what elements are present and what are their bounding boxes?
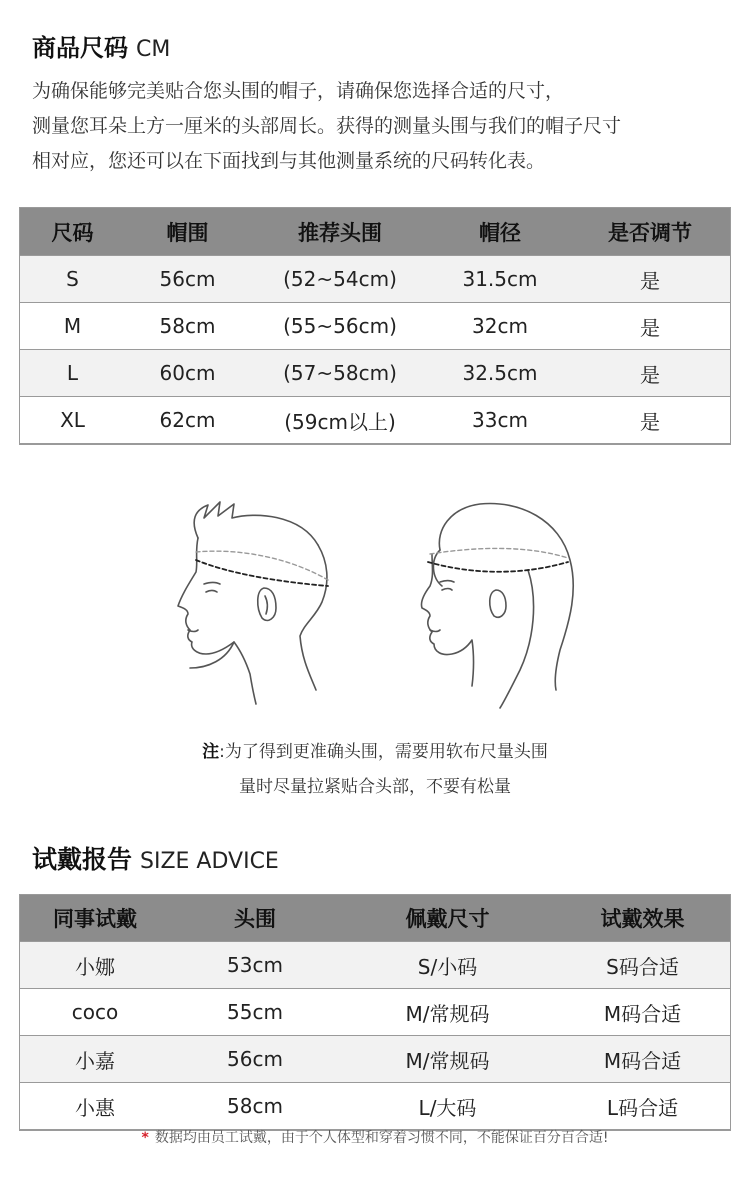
cell-hat-circumference: 62cm (125, 397, 250, 444)
header-worn-size: 佩戴尺寸 (340, 895, 555, 942)
cell-head-circumference: 55cm (170, 989, 340, 1036)
advice-title-en: SIZE ADVICE (140, 849, 279, 874)
cell-colleague: 小嘉 (20, 1036, 170, 1083)
cell-recommended-head: (59cm以上) (250, 397, 430, 444)
cell-head-circumference: 53cm (170, 942, 340, 989)
cell-size: L (20, 350, 125, 397)
intro-line: 相对应，您还可以在下面找到与其他测量系统的尺码转化表。 (32, 150, 546, 172)
disclaimer-text: 数据均由员工试戴，由于个人体型和穿着习惯不同，不能保证百分百合适! (154, 1130, 609, 1146)
cell-hat-diameter: 31.5cm (430, 256, 570, 303)
header-hat-diameter: 帽径 (430, 208, 570, 256)
cell-fit-result: M码合适 (555, 989, 730, 1036)
cell-adjustable: 是 (570, 397, 730, 444)
cell-head-circumference: 56cm (170, 1036, 340, 1083)
cell-colleague: 小娜 (20, 942, 170, 989)
cell-hat-circumference: 60cm (125, 350, 250, 397)
cell-worn-size: M/常规码 (340, 989, 555, 1036)
cell-worn-size: L/大码 (340, 1083, 555, 1130)
note-label: 注 (202, 742, 220, 762)
header-size: 尺码 (20, 208, 125, 256)
male-head-illustration (178, 502, 328, 704)
intro-line: 为确保能够完美贴合您头围的帽子，请确保您选择合适的尺寸， (32, 80, 565, 102)
female-head-illustration (421, 503, 573, 708)
cell-recommended-head: (57~58cm) (250, 350, 430, 397)
size-intro (32, 74, 732, 179)
size-chart-table (20, 208, 730, 444)
measurement-note-line1 (0, 737, 750, 762)
asterisk-marker: * (141, 1130, 149, 1146)
intro-line: 测量您耳朵上方一厘米的头部周长。获得的测量头围与我们的帽子尺寸 (32, 115, 622, 137)
header-recommended-head: 推荐头围 (250, 208, 430, 256)
table-row (20, 256, 730, 303)
cell-fit-result: L码合适 (555, 1083, 730, 1130)
cell-recommended-head: (52~54cm) (250, 256, 430, 303)
table-row (20, 303, 730, 350)
table-header-row (20, 895, 730, 942)
table-row (20, 1036, 730, 1083)
head-measurement-illustration (160, 490, 600, 720)
table-row (20, 989, 730, 1036)
cell-adjustable: 是 (570, 350, 730, 397)
advice-title-cn: 试戴报告 (32, 845, 133, 874)
header-adjustable: 是否调节 (570, 208, 730, 256)
disclaimer-footnote (0, 1127, 750, 1147)
cell-fit-result: M码合适 (555, 1036, 730, 1083)
cell-adjustable: 是 (570, 303, 730, 350)
table-row (20, 350, 730, 397)
cell-hat-circumference: 58cm (125, 303, 250, 350)
table-row (20, 1083, 730, 1130)
table-row (20, 397, 730, 444)
cell-hat-diameter: 33cm (430, 397, 570, 444)
cell-adjustable: 是 (570, 256, 730, 303)
cell-hat-diameter: 32.5cm (430, 350, 570, 397)
size-section-title (32, 28, 170, 63)
cell-colleague: 小惠 (20, 1083, 170, 1130)
cell-recommended-head: (55~56cm) (250, 303, 430, 350)
cell-hat-circumference: 56cm (125, 256, 250, 303)
cell-colleague: coco (20, 989, 170, 1036)
note-text: :为了得到更准确头围，需要用软布尺量头围 (219, 742, 548, 762)
table-header-row (20, 208, 730, 256)
cell-worn-size: M/常规码 (340, 1036, 555, 1083)
cell-size: M (20, 303, 125, 350)
cell-worn-size: S/小码 (340, 942, 555, 989)
cell-size: XL (20, 397, 125, 444)
cell-fit-result: S码合适 (555, 942, 730, 989)
size-title-en: CM (136, 37, 171, 62)
fitting-report-table (20, 895, 730, 1130)
header-colleague: 同事试戴 (20, 895, 170, 942)
size-title-cn: 商品尺码 (32, 34, 128, 62)
cell-size: S (20, 256, 125, 303)
header-hat-circumference: 帽围 (125, 208, 250, 256)
advice-section-title (32, 840, 279, 876)
cell-hat-diameter: 32cm (430, 303, 570, 350)
measurement-note-line2: 量时尽量拉紧贴合头部，不要有松量 (239, 777, 511, 797)
table-row (20, 942, 730, 989)
cell-head-circumference: 58cm (170, 1083, 340, 1130)
header-head-circumference: 头围 (170, 895, 340, 942)
header-fit-result: 试戴效果 (555, 895, 730, 942)
